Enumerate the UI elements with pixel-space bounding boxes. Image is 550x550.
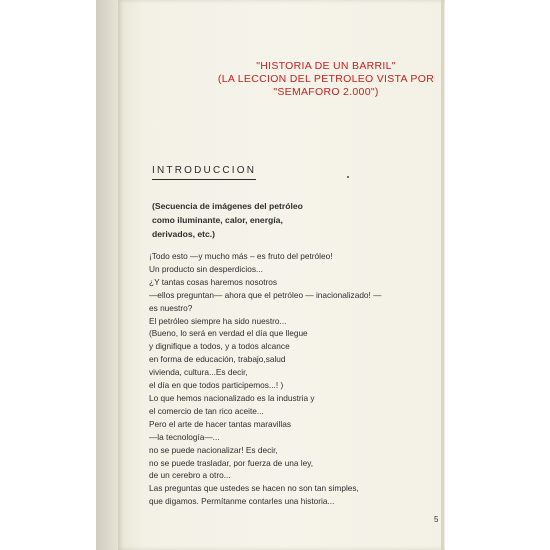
- body-line: ¿Y tantas cosas haremos nosotros: [149, 276, 278, 287]
- intro-paragraph: [152, 199, 303, 241]
- body-line: El petróleo siempre ha sido nuestro...: [149, 315, 287, 326]
- body-line: en forma de educación, trabajo,salud: [149, 354, 286, 365]
- body-text: [149, 250, 381, 508]
- title-line: "HISTORIA DE UN BARRIL": [256, 60, 396, 72]
- page-number: 5: [434, 515, 439, 524]
- section-underline: [152, 179, 256, 180]
- body-line: vivienda, cultura...Es decir,: [149, 367, 248, 378]
- body-line: —ellos preguntan— ahora que el petróleo — inacionalizado! —: [149, 289, 382, 300]
- body-line: Las preguntas que ustedes se hacen no son tan simples,: [149, 483, 359, 494]
- body-line: no se puede trasladar, por fuerza de una ley,: [149, 457, 314, 468]
- intro-line: (Secuencia de imágenes del petróleo: [152, 201, 303, 211]
- body-line: el comercio de tan rico aceite...: [149, 405, 264, 416]
- title-line: "SEMAFORO 2.000"): [273, 86, 379, 98]
- body-line: Un producto sin desperdicios...: [149, 263, 263, 274]
- body-line: que digamos. Permítanme contarles una historia...: [149, 496, 335, 507]
- body-line: ¡Todo esto —y mucho más – es fruto del petróleo!: [149, 251, 333, 261]
- intro-line: derivados, etc.): [152, 229, 216, 239]
- section-heading: INTRODUCCION: [152, 165, 257, 176]
- body-line: el día en que todos participemos...! ): [149, 380, 284, 391]
- body-line: y dignifique a todos, y a todos alcance: [149, 341, 290, 352]
- body-line: es nuestro?: [149, 302, 193, 313]
- title-line: (LA LECCION DEL PETROLEO VISTA POR: [217, 73, 435, 85]
- ink-speck: [347, 176, 349, 178]
- body-line: (Bueno, lo será en verdad el día que llegue: [149, 328, 308, 339]
- intro-line: como iluminante, calor, energía,: [152, 215, 283, 225]
- body-line: no se puede nacionalizar! Es decir,: [149, 444, 278, 455]
- document-title: [206, 60, 446, 99]
- body-line: Lo que hemos nacionalizado es la industria y: [149, 392, 315, 403]
- body-line: de un cerebro a otro...: [149, 470, 231, 481]
- body-line: —la tecnología—...: [149, 431, 220, 442]
- body-line: Pero el arte de hacer tantas maravillas: [149, 418, 292, 429]
